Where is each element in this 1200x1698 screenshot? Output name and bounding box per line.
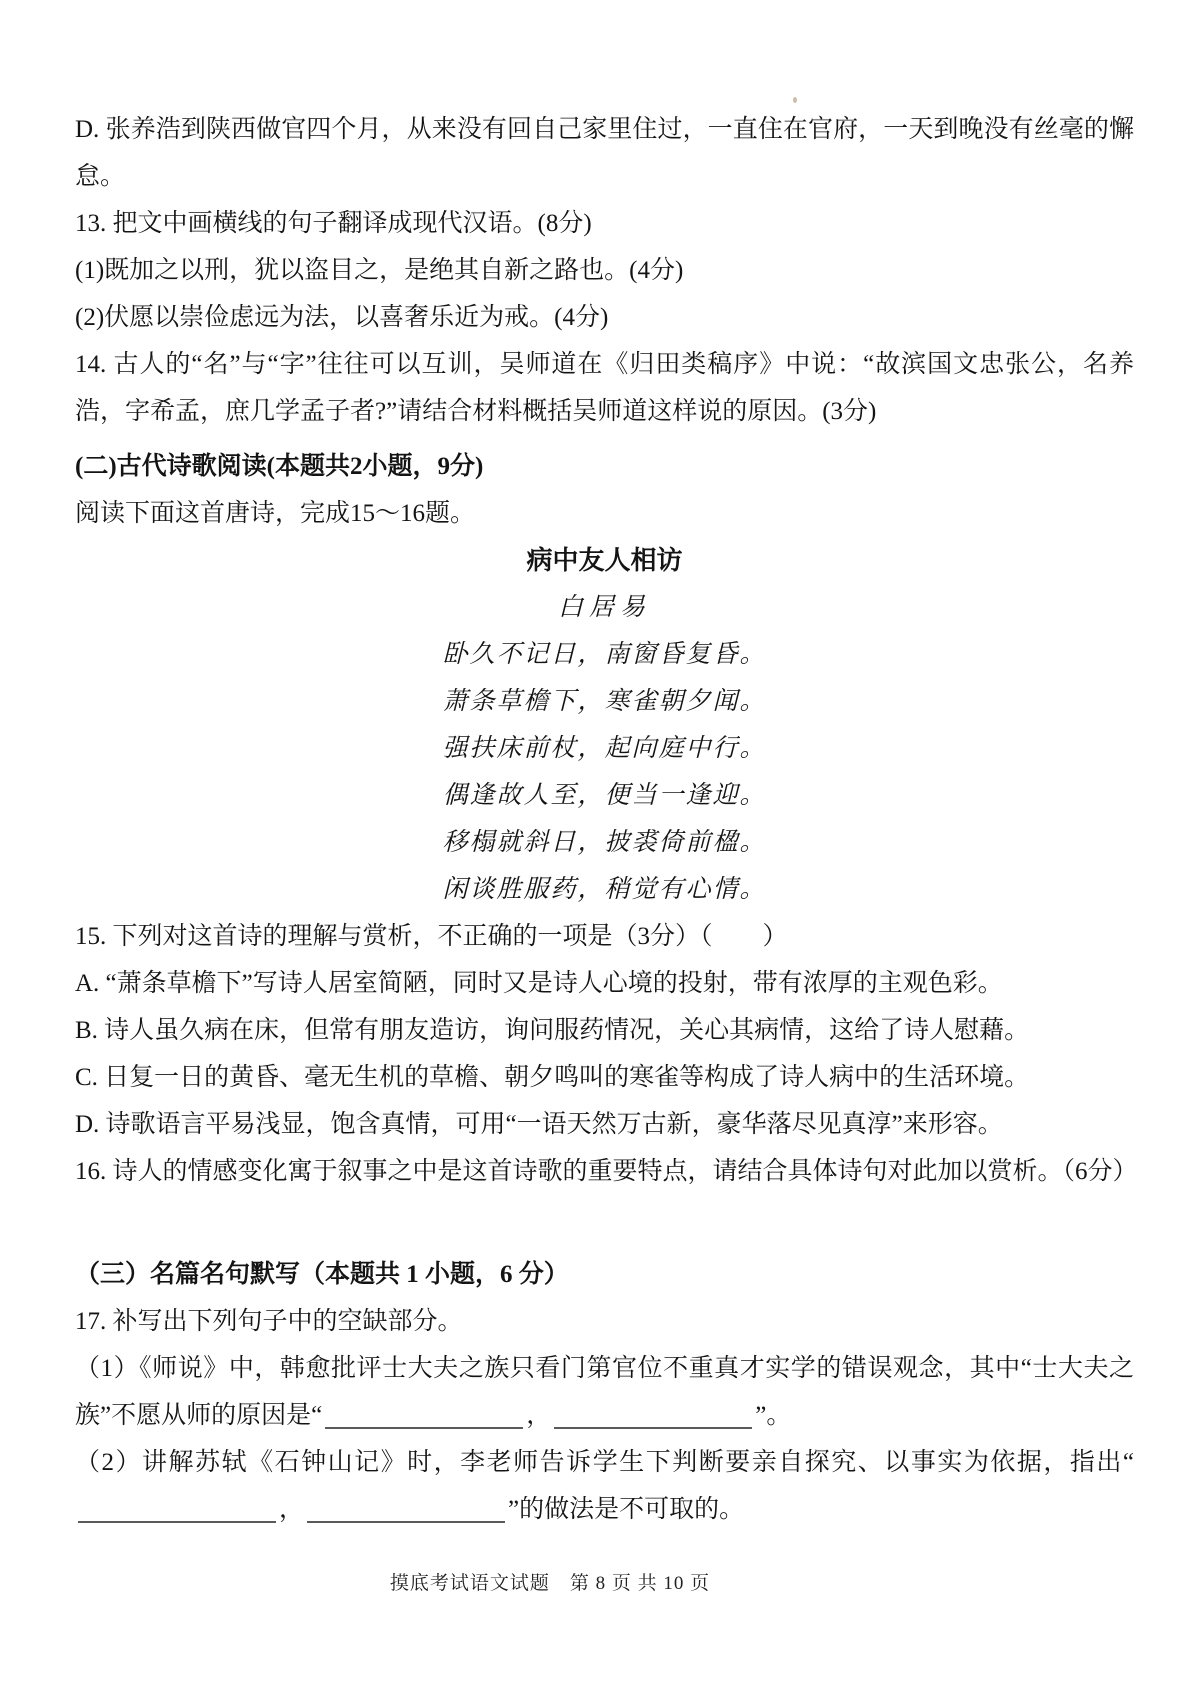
question-13-sub2: (2)伏愿以崇俭虑远为法，以喜奢乐近为戒。(4分) <box>75 304 609 331</box>
poem-line-3: 强扶床前杖，起向庭中行。 <box>442 735 767 762</box>
exam-content <box>75 106 1138 1533</box>
choice-d-text: D. 张养浩到陕西做官四个月，从来没有回自己家里住过，一直住在官府，一天到晚没有丝毫的懈怠。 <box>75 116 1134 190</box>
question-17: 17. 补写出下列句子中的空缺部分。 <box>75 1308 463 1335</box>
poem-line-6: 闲谈胜服药，稍觉有心情。 <box>442 876 767 903</box>
question-15: 15. 下列对这首诗的理解与赏析，不正确的一项是（3分）（ ） <box>75 923 788 950</box>
question-16: 16. 诗人的情感变化寓于叙事之中是这首诗歌的重要特点，请结合具体诗句对此加以赏析。（6分） <box>75 1158 1138 1185</box>
poem-intro: 阅读下面这首唐诗，完成15～16题。 <box>75 500 476 527</box>
question-15-option-a: A. “萧条草檐下”写诗人居室简陋，同时又是诗人心境的投射，带有浓厚的主观色彩。 <box>75 970 1003 997</box>
q17-sub1-post: ”。 <box>755 1402 792 1429</box>
poem-title: 病中友人相访 <box>526 546 683 575</box>
question-15-option-b: B. 诗人虽久病在床，但常有朋友造访，询问服药情况，关心其病情，这给了诗人慰藉。 <box>75 1017 1030 1044</box>
page-footer-text: 摸底考试语文试题 第 8 页 共 10 页 <box>389 1573 711 1594</box>
answer-blank-3 <box>78 1520 276 1523</box>
poem-line-5: 移榻就斜日，披裘倚前楹。 <box>442 829 767 856</box>
question-13-sub1: (1)既加之以刑，犹以盗目之，是绝其自新之路也。(4分) <box>75 257 684 284</box>
answer-blank-1 <box>325 1426 523 1429</box>
poem-line-4: 偶逢故人至，便当一逢迎。 <box>442 782 767 809</box>
q17-sub2-separator: ， <box>279 1496 305 1523</box>
question-13: 13. 把文中画横线的句子翻译成现代汉语。(8分) <box>75 210 592 237</box>
q17-sub1-pre: （1）《师说》中，韩愈批评士大夫之族只看门第官位不重真才实学的错误观念，其中“士大夫之族”不愿从师的原因是“ <box>75 1355 1134 1429</box>
answer-blank-4 <box>307 1520 505 1523</box>
question-14: 14. 古人的“名”与“字”往往可以互训，吴师道在《归田类稿序》中说：“故滨国文忠张公，名养浩，字希孟，庶几学孟子者?”请结合材料概括吴师道这样说的原因。(3分) <box>75 351 1134 425</box>
q17-sub2-pre: （2）讲解苏轼《石钟山记》时，李老师告诉学生下判断要亲自探究、以事实为依据，指出“ <box>75 1449 1134 1476</box>
poem-author: 白居易 <box>557 594 651 621</box>
poem-block <box>75 537 1134 913</box>
question-15-option-d: D. 诗歌语言平易浅显，饱含真情，可用“一语天然万古新，豪华落尽见真淳”来形容。 <box>75 1111 1003 1138</box>
page-footer <box>0 1568 1100 1595</box>
poem-line-1: 卧久不记日，南窗昏复昏。 <box>442 641 767 668</box>
question-15-option-c: C. 日复一日的黄昏、毫无生机的草檐、朝夕鸣叫的寒雀等构成了诗人病中的生活环境。 <box>75 1064 1030 1091</box>
question-17-sub2 <box>75 1439 1134 1533</box>
q17-sub1-separator: ， <box>526 1402 552 1429</box>
section-3-header: （三）名篇名句默写（本题共 1 小题，6 分） <box>75 1261 569 1288</box>
poem-line-2: 萧条草檐下，寒雀朝夕闻。 <box>442 688 767 715</box>
scan-artifact-dot <box>793 97 797 103</box>
section-2-header: (二)古代诗歌阅读(本题共2小题，9分) <box>75 453 484 480</box>
q17-sub2-post: ”的做法是不可取的。 <box>508 1496 745 1523</box>
question-17-sub1 <box>75 1345 1134 1439</box>
answer-blank-2 <box>554 1426 752 1429</box>
